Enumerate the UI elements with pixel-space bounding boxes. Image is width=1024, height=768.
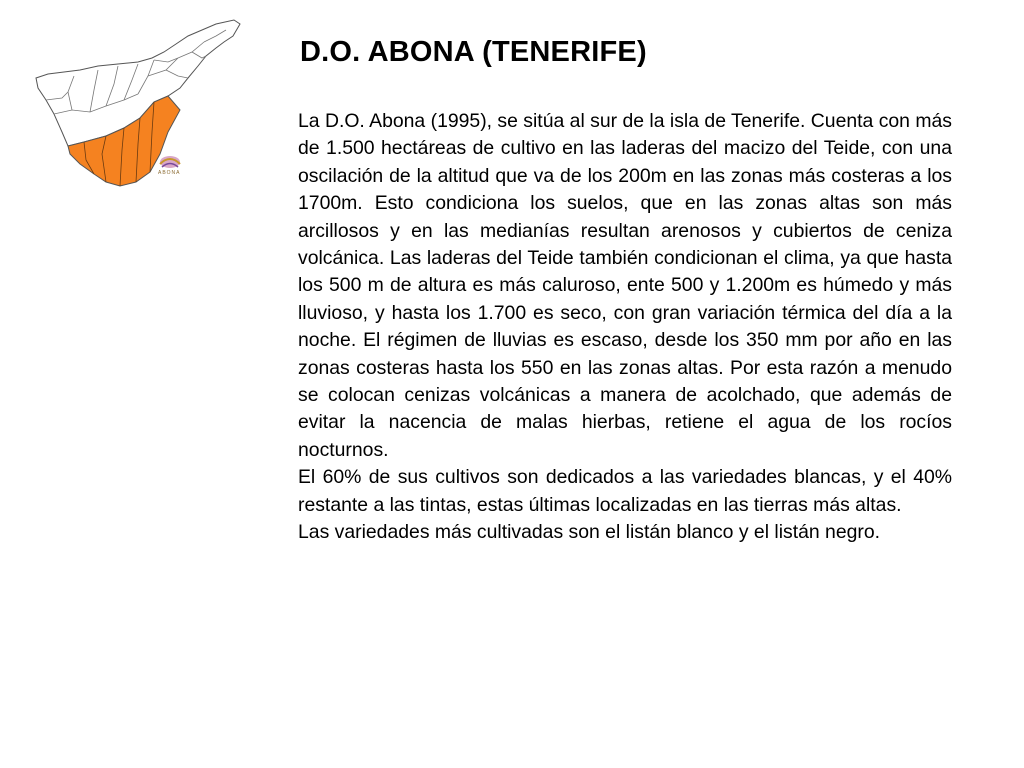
paragraph-description: La D.O. Abona (1995), se sitúa al sur de la isla de Tenerife. Cuenta con más de 1.500 hectáreas de cultivo en las laderas del macizo del Teide, con una oscilación de la altitud que va de los 200m en las zonas más costeras a los 1700m. Esto condiciona los suelos, que en las zonas altas son más arcillosos y en las medianías resultan arenosos y cubiertos de ceniza volcánica. Las laderas del Teide también condicionan el clima, ya que hasta los 500 m de altura es más caluroso, ente 500 y 1.200m es húmedo y más lluvioso, y hasta los 1.700 es seco, con gran variación térmica del día a la noche. El régimen de lluvias es escaso, desde los 350 mm por año en las zonas costeras hasta los 550 en las zonas altas. Por esta razón a menudo se colocan cenizas volcánicas a manera de acolchado, que además de evitar la nacencia de malas hierbas, retiene el agua de los rocíos nocturnos. xyxy=(298,110,952,461)
slide-body xyxy=(298,108,952,547)
paragraph-main-varieties: Las variedades más cultivadas son el listán blanco y el listán negro. xyxy=(298,521,881,544)
abona-logo xyxy=(160,156,180,168)
tenerife-map-graphic xyxy=(28,14,248,194)
slide-title: D.O. ABONA (TENERIFE) xyxy=(300,36,647,68)
map-tenerife xyxy=(28,14,248,194)
abona-logo-text: ABONA xyxy=(158,170,181,176)
paragraph-varieties-share: El 60% de sus cultivos son dedicados a las variedades blancas, y el 40% restante a las tintas, estas últimas localizadas en las tierras más altas. xyxy=(298,466,952,516)
